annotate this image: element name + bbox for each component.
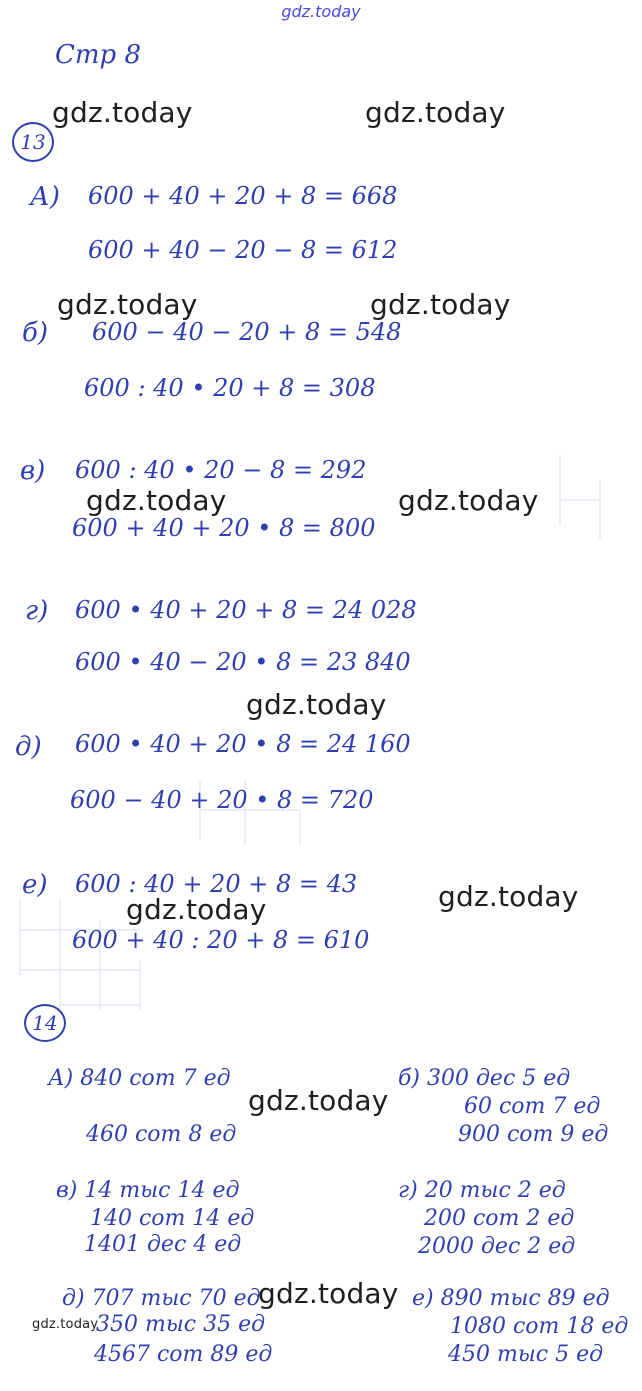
answer-v-1: в) 14 тыс 14 ед <box>56 1178 240 1203</box>
label-a: А) <box>30 182 60 212</box>
watermark: gdz.today <box>370 288 511 321</box>
label-b: б) <box>22 318 49 348</box>
answer-a-1: А) 840 сот 7 ед <box>48 1066 231 1091</box>
page-heading: Стр 8 <box>55 40 141 70</box>
watermark: gdz.today <box>438 880 579 913</box>
answer-d-1: д) 707 тыс 70 ед <box>62 1286 261 1311</box>
expression-v-2: 600 + 40 + 20 • 8 = 800 <box>72 514 376 542</box>
watermark: gdz.today <box>365 96 506 129</box>
expression-a-2: 600 + 40 − 20 − 8 = 612 <box>88 236 398 264</box>
expression-b-1: 600 − 40 − 20 + 8 = 548 <box>92 318 402 346</box>
answer-b-3: 900 сот 9 ед <box>458 1122 609 1147</box>
expression-a-1: 600 + 40 + 20 + 8 = 668 <box>88 182 398 210</box>
task-number-14-text: 14 <box>32 1011 58 1035</box>
expression-g-1: 600 • 40 + 20 + 8 = 24 028 <box>75 596 417 624</box>
answer-e-2: 1080 сот 18 ед <box>450 1314 629 1339</box>
answer-v-2: 140 сот 14 ед <box>90 1206 255 1231</box>
watermark: gdz.today <box>248 1084 389 1117</box>
watermark: gdz.today <box>52 96 193 129</box>
label-d: д) <box>15 732 42 762</box>
watermark: gdz.today <box>258 1277 399 1310</box>
watermark: gdz.today <box>398 484 539 517</box>
answer-b-2: 60 сот 7 ед <box>464 1094 601 1119</box>
answer-g-2: 200 сот 2 ед <box>424 1206 575 1231</box>
task-number-13-text: 13 <box>20 130 46 154</box>
expression-b-2: 600 : 40 • 20 + 8 = 308 <box>84 374 376 402</box>
expression-g-2: 600 • 40 − 20 • 8 = 23 840 <box>75 648 411 676</box>
expression-e-2: 600 + 40 : 20 + 8 = 610 <box>72 926 370 954</box>
answer-b-1: б) 300 дес 5 ед <box>398 1066 571 1091</box>
task-number-14 <box>24 1004 66 1042</box>
answer-g-1: г) 20 тыс 2 ед <box>398 1178 566 1203</box>
answer-d-3: 4567 сот 89 ед <box>94 1342 273 1367</box>
label-v: в) <box>20 456 46 486</box>
expression-d-1: 600 • 40 + 20 • 8 = 24 160 <box>75 730 411 758</box>
expression-d-2: 600 − 40 + 20 • 8 = 720 <box>70 786 374 814</box>
watermark-top: gdz.today <box>281 2 361 21</box>
watermark: gdz.today <box>246 688 387 721</box>
answer-d-2: 350 тыс 35 ед <box>96 1312 266 1337</box>
watermark: gdz.today <box>86 484 227 517</box>
expression-v-1: 600 : 40 • 20 − 8 = 292 <box>75 456 367 484</box>
watermark: gdz.today <box>57 288 198 321</box>
label-g: г) <box>25 596 49 626</box>
answer-a-2: 460 сот 8 ед <box>86 1122 237 1147</box>
watermark-small: gdz.today <box>32 1317 99 1332</box>
answer-e-1: е) 890 тыс 89 ед <box>412 1286 610 1311</box>
answer-e-3: 450 тыс 5 ед <box>448 1342 604 1367</box>
task-number-13 <box>12 122 54 162</box>
answer-g-3: 2000 дес 2 ед <box>418 1234 576 1259</box>
watermark: gdz.today <box>126 893 267 926</box>
label-e: е) <box>22 870 48 900</box>
expression-e-1: 600 : 40 + 20 + 8 = 43 <box>75 870 358 898</box>
answer-v-3: 1401 дес 4 ед <box>84 1232 242 1257</box>
